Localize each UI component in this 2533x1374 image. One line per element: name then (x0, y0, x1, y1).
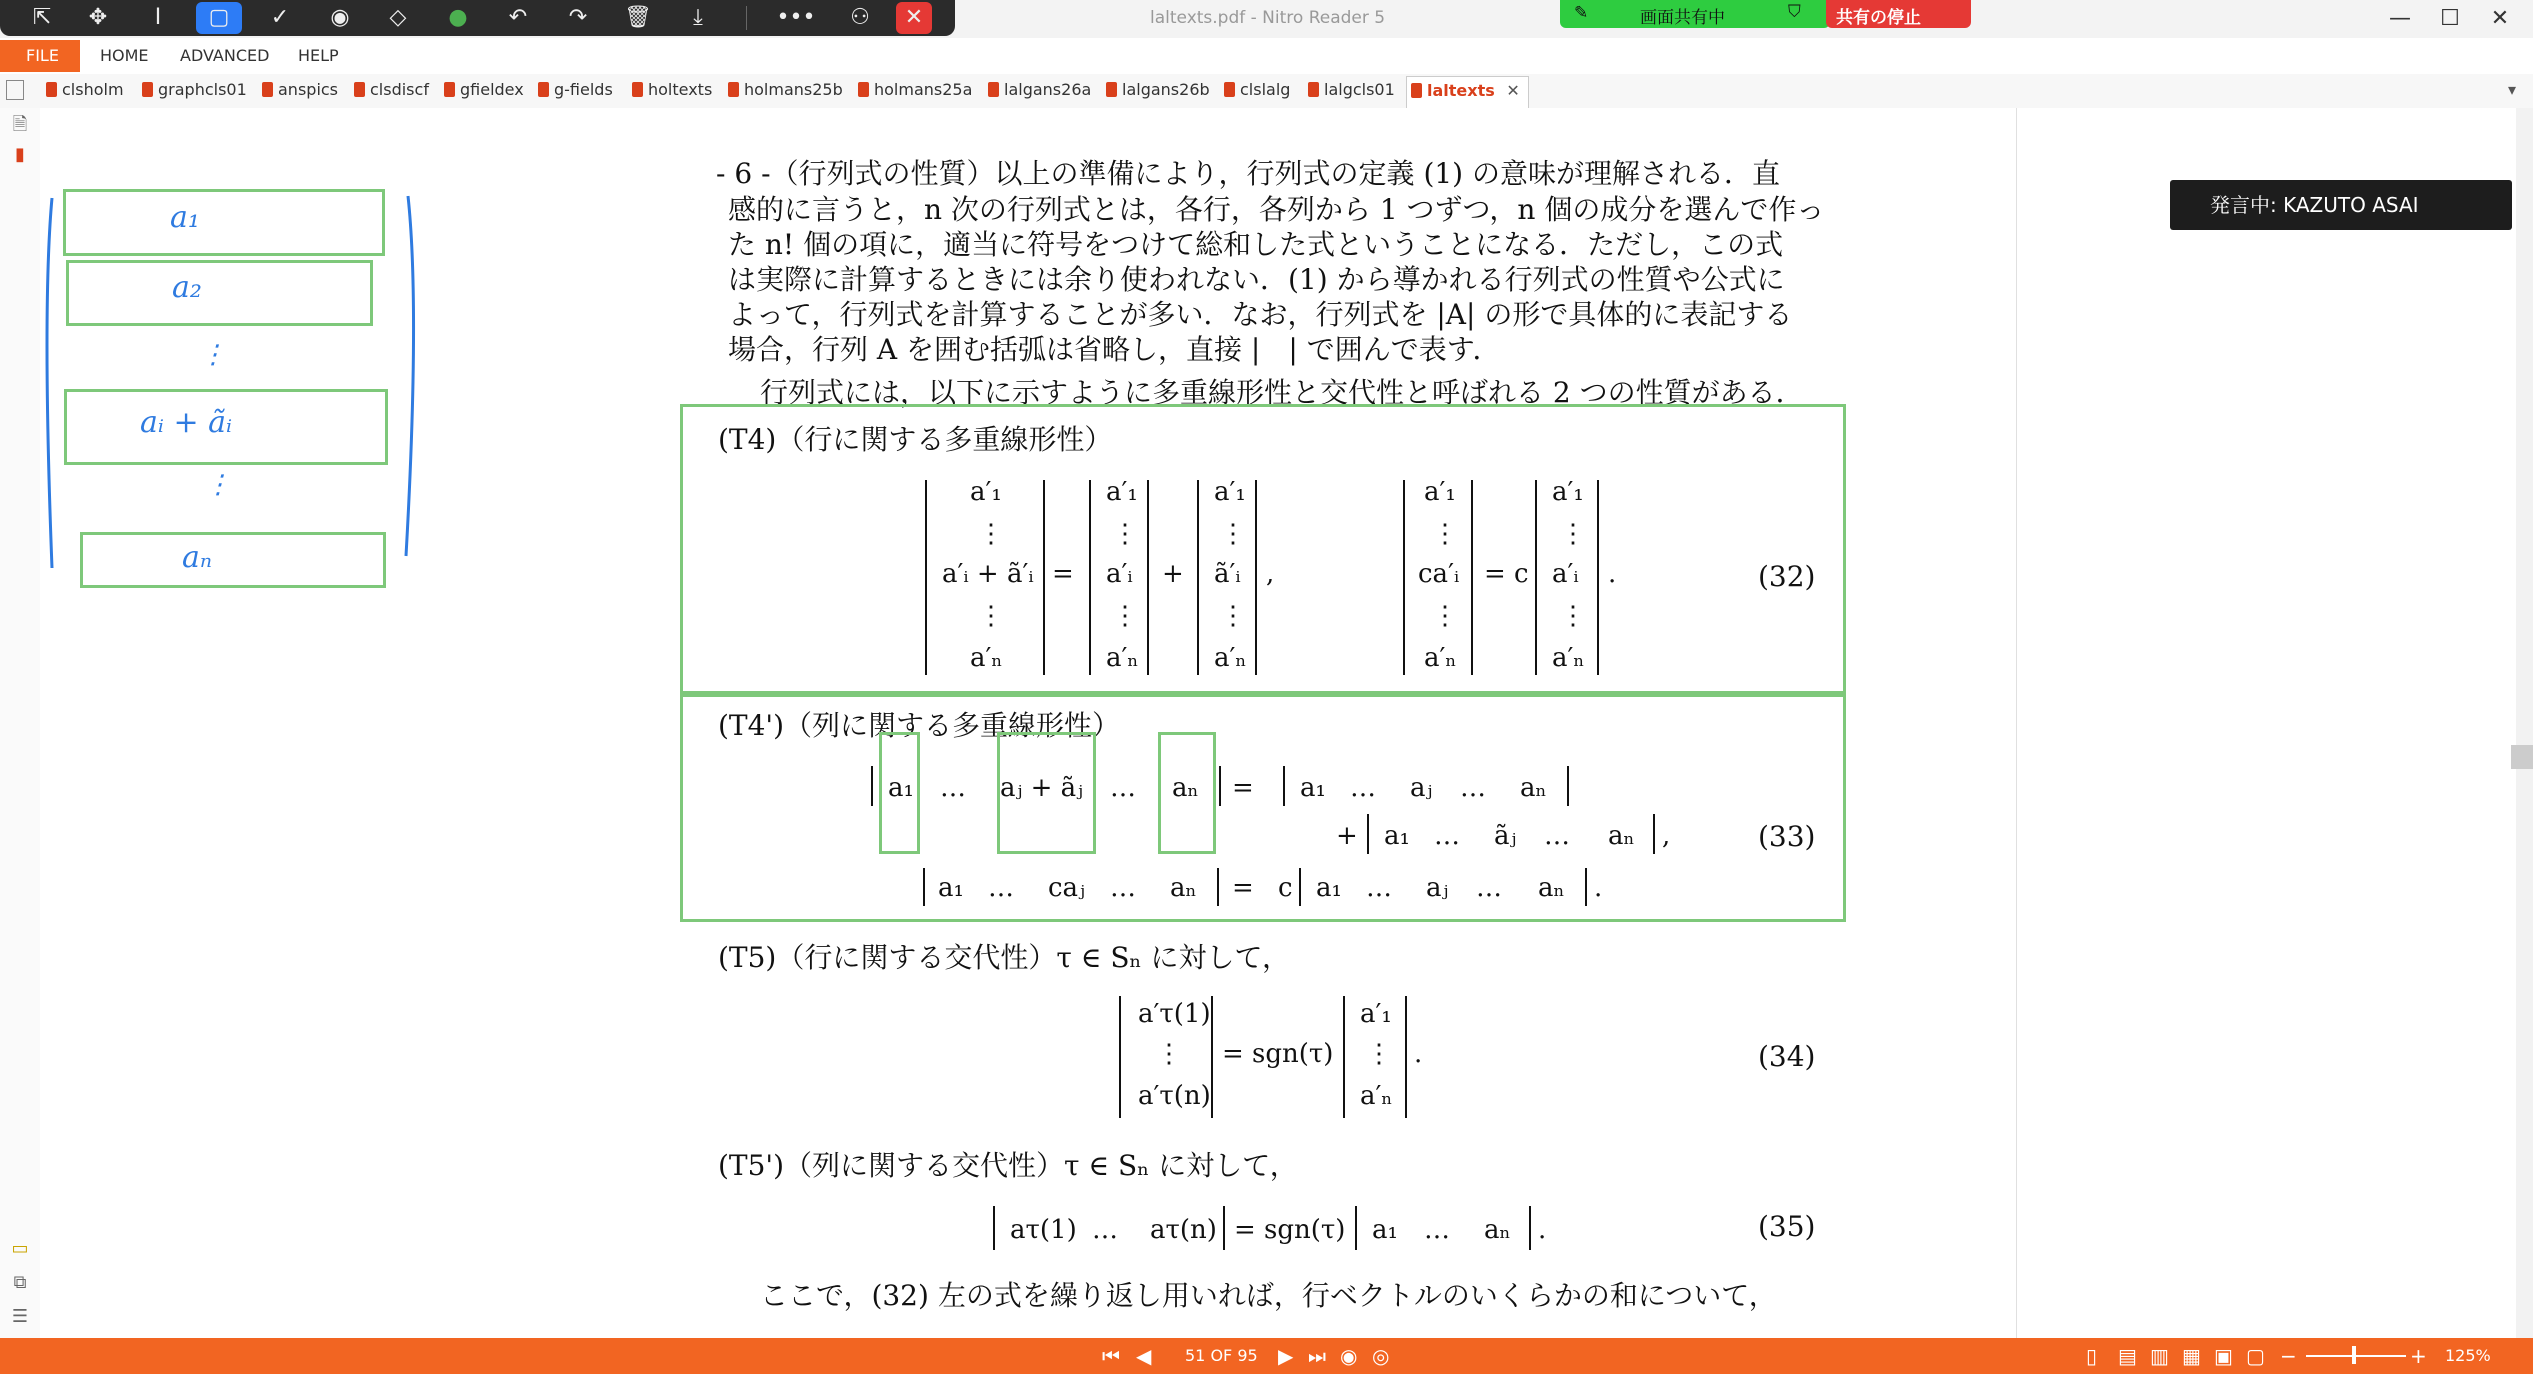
download-icon[interactable]: ⤓ (693, 5, 703, 30)
annotation-box-row1 (63, 189, 385, 256)
svg-text:,: , (1662, 821, 1671, 851)
svg-text:c: c (1278, 873, 1293, 903)
file-menu[interactable]: FILE (0, 40, 80, 72)
check-icon[interactable]: ✓ (270, 5, 290, 30)
annotation-a2: a₂ (172, 270, 202, 305)
comment-icon[interactable]: ▭ (11, 1238, 29, 1259)
last-page-icon[interactable]: ⏭ (1308, 1344, 1326, 1368)
fit-width-icon[interactable]: ▣ (2214, 1344, 2233, 1368)
svg-text:⋮: ⋮ (1432, 519, 1458, 549)
participants-icon[interactable]: ⚇ (850, 5, 870, 30)
svg-text:=: = (1052, 559, 1074, 589)
svg-text:a′ₙ: a′ₙ (1214, 643, 1247, 673)
pdf-icon (1411, 83, 1422, 98)
svg-text:ãⱼ: ãⱼ (1494, 821, 1517, 851)
tab-label: clsdiscf (370, 80, 429, 99)
svg-text:a₁: a₁ (1300, 773, 1326, 803)
svg-text:aτ(n): aτ(n) (1150, 1215, 1217, 1245)
trash-icon[interactable]: 🗑 (624, 5, 652, 30)
para1-line6: 場合，行列 A を囲む括弧は省略し，直接 | | で囲んで表す． (728, 333, 1501, 366)
menu-bar (0, 40, 2533, 72)
page-indicator[interactable]: 51 OF 95 (1185, 1346, 1258, 1365)
para1-line3: た n! 個の項に，適当に符号をつけて総和した式ということになる．ただし，この式 (728, 228, 1784, 261)
svg-text:+: + (1336, 821, 1358, 851)
fit-page-icon[interactable]: ▢ (2246, 1344, 2265, 1368)
tab-label: anspics (278, 80, 339, 99)
pdf-icon (262, 82, 273, 97)
first-page-icon[interactable]: ⏮ (1102, 1344, 1120, 1368)
stamp-icon[interactable]: ◉ (330, 5, 350, 30)
svg-text:a′ᵢ: a′ᵢ (1552, 559, 1579, 589)
svg-text:= sgn(τ): = sgn(τ) (1222, 1039, 1334, 1069)
svg-text:.: . (1414, 1039, 1423, 1069)
svg-text:a₁: a₁ (888, 773, 914, 803)
tab-label: graphcls01 (158, 80, 247, 99)
svg-text:a₁: a₁ (938, 873, 964, 903)
svg-text:aₙ: aₙ (1538, 873, 1565, 903)
screen-sharing-indicator (1560, 0, 1830, 28)
tab-holtexts[interactable] (632, 80, 712, 99)
annotation-dots-2: ⋮ (205, 470, 231, 500)
svg-text:=: = (1232, 773, 1254, 803)
maximize-button[interactable]: ☐ (2440, 6, 2460, 31)
right-panel (2016, 108, 2517, 1338)
svg-text:a′τ(n): a′τ(n) (1138, 1081, 1211, 1111)
undo-icon[interactable]: ↶ (508, 5, 528, 30)
stop-sharing-label: 共有の停止 (1836, 8, 1921, 28)
tab-anspics[interactable] (262, 80, 338, 99)
close-toolbar-icon[interactable]: ✕ (896, 2, 932, 34)
help-menu[interactable]: HELP (298, 46, 339, 65)
svg-text:⋮: ⋮ (978, 519, 1004, 549)
more-icon[interactable]: ••• (776, 5, 816, 30)
para2: 行列式には，以下に示すように多重線形性と交代性と呼ばれる 2 つの性質がある． (760, 376, 1804, 409)
svg-text:.: . (1594, 873, 1603, 903)
svg-text:aₙ: aₙ (1520, 773, 1547, 803)
t5p-equation-number: (35) (1758, 1210, 1816, 1243)
svg-text:= c: = c (1484, 559, 1529, 589)
svg-text:…: … (1434, 821, 1460, 851)
tab-gfieldex[interactable] (444, 80, 524, 99)
annotation-ai-sum: aᵢ + ãᵢ (140, 405, 233, 440)
handwritten-bracket (40, 108, 528, 588)
forward-view-icon[interactable]: ◎ (1372, 1344, 1390, 1368)
stop-sharing-button[interactable] (1826, 0, 1971, 28)
tab-label: holtexts (648, 80, 713, 99)
para1-line4: は実際に計算するときには余り使われない．(1) から導かれる行列式の性質や公式に (728, 263, 1785, 296)
svg-text:…: … (1092, 1215, 1118, 1245)
tab-holmans25a[interactable] (858, 80, 972, 99)
continuous-view-icon[interactable]: ▤ (2118, 1344, 2137, 1368)
t4p-equation (860, 756, 1740, 906)
tab-graphcls01[interactable] (142, 80, 247, 99)
pdf-icon (538, 82, 549, 97)
svg-text:a₁: a₁ (1384, 821, 1410, 851)
pdf-icon (988, 82, 999, 97)
tab-label: holmans25b (744, 80, 843, 99)
svg-text:…: … (988, 873, 1014, 903)
pdf-icon (142, 82, 153, 97)
zoom-in-icon[interactable]: + (2410, 1344, 2427, 1368)
svg-text:,: , (1266, 559, 1275, 589)
pin-icon: ✎ (1574, 3, 1589, 23)
t5-equation (1110, 992, 1440, 1122)
svg-text:aⱼ: aⱼ (1426, 873, 1449, 903)
close-tab-icon[interactable]: ✕ (1506, 81, 1520, 100)
svg-text:⋮: ⋮ (1560, 519, 1586, 549)
tab-list-chevron-icon[interactable]: ▾ (2508, 80, 2517, 99)
rectangle-tool-icon[interactable]: ▢ (196, 2, 242, 34)
svg-text:+: + (1162, 559, 1184, 589)
svg-text:aⱼ: aⱼ (1410, 773, 1433, 803)
svg-text:.: . (1608, 559, 1617, 589)
svg-text:a′ₙ: a′ₙ (1360, 1081, 1393, 1111)
tab-label: g-fields (554, 80, 613, 99)
svg-text:⋮: ⋮ (1366, 1039, 1392, 1069)
speaker-indicator: 発言中: KAZUTO ASAI (2170, 180, 2512, 230)
svg-text:⋮: ⋮ (1112, 519, 1138, 549)
close-window-button[interactable]: ✕ (2490, 6, 2510, 31)
svg-text:⋮: ⋮ (1220, 519, 1246, 549)
pdf-icon (858, 82, 869, 97)
drawing-toolbar (0, 0, 955, 36)
para1-line2: 感的に言うと，n 次の行列式とは，各行，各列から 1 つずつ，n 個の成分を選んで作っ (728, 193, 1825, 226)
zoom-slider-thumb[interactable] (2352, 1346, 2356, 1364)
text-cursor-icon[interactable]: I (154, 5, 162, 30)
bookmark-icon[interactable]: 🗎 (12, 114, 28, 135)
svg-text:⋮: ⋮ (1432, 601, 1458, 631)
pages-icon[interactable]: ▮ (15, 144, 25, 165)
sharing-label: 画面共有中 (1640, 8, 1725, 28)
minimize-button[interactable]: — (2389, 6, 2411, 31)
pointer-icon[interactable]: ⇱ (32, 5, 52, 30)
facing-view-icon[interactable]: ▥ (2150, 1344, 2169, 1368)
single-page-view-icon[interactable]: ▯ (2086, 1344, 2098, 1368)
annotation-box-row2 (66, 260, 373, 326)
prev-page-icon[interactable]: ◀ (1136, 1344, 1152, 1368)
svg-text:⋮: ⋮ (1560, 601, 1586, 631)
svg-text:a′₁: a′₁ (1214, 477, 1246, 507)
svg-text:…: … (1110, 873, 1136, 903)
advanced-menu[interactable]: ADVANCED (180, 46, 270, 65)
svg-text:ca′ᵢ: ca′ᵢ (1418, 559, 1460, 589)
window-title: laltexts.pdf - Nitro Reader 5 (1150, 8, 1386, 28)
svg-text:a₁: a₁ (1372, 1215, 1398, 1245)
pdf-icon (444, 82, 455, 97)
next-page-icon[interactable]: ▶ (1278, 1344, 1294, 1368)
svg-text:a′ᵢ: a′ᵢ (1106, 559, 1133, 589)
svg-text:a′₁: a′₁ (1424, 477, 1456, 507)
svg-text:⋮: ⋮ (978, 601, 1004, 631)
svg-text:a′₁: a′₁ (1106, 477, 1138, 507)
svg-text:=: = (1232, 873, 1254, 903)
tab-label: laltexts (1427, 81, 1495, 100)
svg-text:ã′ᵢ: ã′ᵢ (1214, 559, 1241, 589)
svg-text:⋮: ⋮ (1112, 601, 1138, 631)
svg-text:aτ(1): aτ(1) (1010, 1215, 1077, 1245)
svg-text:a′ᵢ + ã′ᵢ: a′ᵢ + ã′ᵢ (942, 559, 1034, 589)
svg-text:…: … (1424, 1215, 1450, 1245)
tab-laltexts[interactable] (1406, 76, 1529, 111)
t5p-equation (984, 1200, 1564, 1256)
svg-text:a′ₙ: a′ₙ (1552, 643, 1585, 673)
svg-text:a′ₙ: a′ₙ (1424, 643, 1457, 673)
redo-icon[interactable]: ↷ (568, 5, 588, 30)
t5p-heading: (T5')（列に関する交代性）τ ∈ Sₙ に対して， (718, 1149, 1298, 1182)
tab-clsdiscf[interactable] (354, 80, 429, 99)
tab-lalgans26b[interactable] (1106, 80, 1210, 99)
tab-label: clslalg (1240, 80, 1291, 99)
annotation-dots-1: ⋮ (200, 340, 226, 370)
attachment-icon[interactable]: ⧉ (13, 1272, 27, 1293)
scroll-thumb[interactable] (2511, 745, 2533, 769)
tab-label: lalgcls01 (1324, 80, 1395, 99)
svg-text:…: … (1476, 873, 1502, 903)
svg-text:aₙ: aₙ (1608, 821, 1635, 851)
t4p-equation-number: (33) (1758, 820, 1816, 853)
svg-text:…: … (1350, 773, 1376, 803)
annotation-a1: a₁ (170, 200, 200, 235)
facing-continuous-view-icon[interactable]: ▦ (2182, 1344, 2201, 1368)
pdf-icon (1106, 82, 1117, 97)
svg-text:aₙ: aₙ (1170, 873, 1197, 903)
tab-lalgans26a[interactable] (988, 80, 1091, 99)
t5-equation-number: (34) (1758, 1040, 1816, 1073)
svg-text:a′₁: a′₁ (1360, 999, 1392, 1029)
pdf-icon (632, 82, 643, 97)
svg-text:…: … (1544, 821, 1570, 851)
t5-heading: (T5)（行に関する交代性）τ ∈ Sₙ に対して， (718, 941, 1290, 974)
svg-text:a′ₙ: a′ₙ (970, 643, 1003, 673)
layers-icon[interactable]: ☰ (11, 1306, 29, 1327)
tab-label: lalgans26a (1004, 80, 1092, 99)
move-icon[interactable]: ✥ (88, 5, 108, 30)
svg-text:…: … (940, 773, 966, 803)
svg-text:⋮: ⋮ (1220, 601, 1246, 631)
annotation-box-row-n (80, 532, 386, 588)
svg-text:= sgn(τ): = sgn(τ) (1234, 1215, 1346, 1245)
tab-lalgcls01[interactable] (1308, 80, 1395, 99)
t4p-heading: (T4')（列に関する多重線形性） (718, 709, 1121, 742)
svg-text:a′₁: a′₁ (970, 477, 1002, 507)
t4-heading: (T4)（行に関する多重線形性） (718, 423, 1113, 456)
svg-text:.: . (1538, 1215, 1547, 1245)
toolbar-divider (746, 6, 747, 30)
svg-text:a′ₙ: a′ₙ (1106, 643, 1139, 673)
tab-clsholm[interactable] (46, 80, 124, 99)
svg-text:a′τ(1): a′τ(1) (1138, 999, 1211, 1029)
pdf-icon (1224, 82, 1235, 97)
annotation-an: aₙ (182, 540, 213, 575)
shield-icon: ⛉ (1788, 2, 1801, 22)
svg-text:a₁: a₁ (1316, 873, 1342, 903)
tab-label: gfieldex (460, 80, 524, 99)
pdf-icon (728, 82, 739, 97)
tab-label: holmans25a (874, 80, 973, 99)
svg-text:caⱼ: caⱼ (1048, 873, 1085, 903)
zoom-slider[interactable] (2306, 1355, 2406, 1357)
tab-clslalg[interactable] (1224, 80, 1290, 99)
page-icon[interactable] (6, 80, 24, 100)
tab-holmans25b[interactable] (728, 80, 843, 99)
para1-line5: よって，行列式を計算することが多い．なお，行列式を |A| の形で具体的に表記する (728, 298, 1793, 331)
svg-text:aⱼ + ãⱼ: aⱼ + ãⱼ (1000, 773, 1084, 803)
last-line: ここで，(32) 左の式を繰り返し用いれば，行ベクトルのいくらかの和について， (760, 1279, 1777, 1312)
pdf-icon (46, 82, 57, 97)
svg-text:…: … (1460, 773, 1486, 803)
zoom-out-icon[interactable]: − (2280, 1344, 2297, 1368)
svg-text:a′₁: a′₁ (1552, 477, 1584, 507)
zoom-level[interactable]: 125% (2445, 1346, 2491, 1365)
svg-text:…: … (1366, 873, 1392, 903)
pdf-icon (1308, 82, 1319, 97)
tab-label: lalgans26b (1122, 80, 1210, 99)
back-view-icon[interactable]: ◉ (1340, 1344, 1358, 1368)
tab-label: clsholm (62, 80, 124, 99)
color-picker-icon[interactable]: ● (448, 5, 468, 30)
svg-text:⋮: ⋮ (1156, 1039, 1182, 1069)
tab-g-fields[interactable] (538, 80, 613, 99)
t4-equation-number: (32) (1758, 560, 1816, 593)
left-icon-strip (0, 108, 41, 1338)
svg-text:aₙ: aₙ (1172, 773, 1199, 803)
vertical-scrollbar[interactable] (2516, 108, 2533, 1338)
svg-text:…: … (1110, 773, 1136, 803)
eraser-icon[interactable]: ◇ (389, 5, 407, 30)
pdf-icon (354, 82, 365, 97)
t4-equation (900, 470, 1660, 680)
para1-line1: - 6 -（行列式の性質）以上の準備により，行列式の定義 (1) の意味が理解される．直 (716, 157, 1781, 190)
svg-text:aₙ: aₙ (1484, 1215, 1511, 1245)
home-menu[interactable]: HOME (100, 46, 149, 65)
